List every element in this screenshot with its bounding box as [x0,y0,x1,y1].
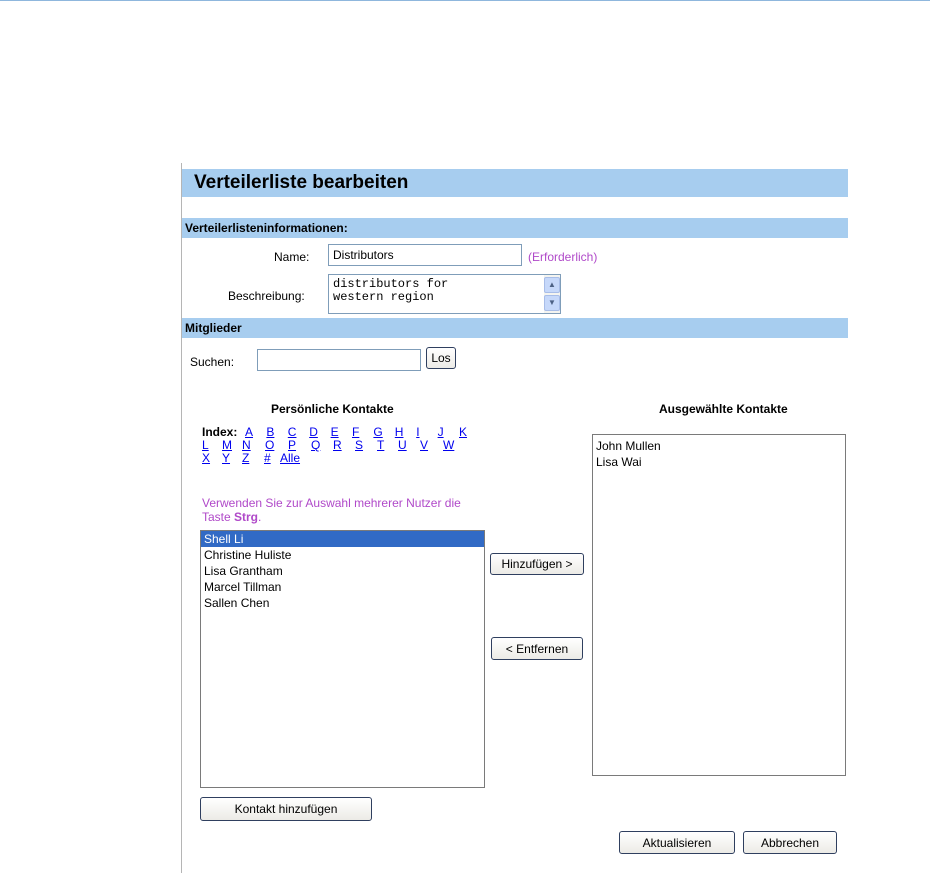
list-item[interactable]: John Mullen [596,439,661,453]
index-letter-t[interactable]: T [377,438,385,452]
index-letter-n[interactable]: N [242,438,251,452]
add-button[interactable]: Hinzufügen > [490,553,584,575]
description-scrollbar[interactable] [544,275,560,313]
update-button[interactable]: Aktualisieren [619,831,735,854]
hint-end: . [258,510,262,524]
index-letter-o[interactable]: O [265,438,275,452]
index-letter-d[interactable]: D [309,425,318,439]
index-letter-c[interactable]: C [287,425,297,439]
search-go-button[interactable]: Los [426,347,456,369]
index-letter-all[interactable]: Alle [280,451,301,465]
index-letter-hash[interactable]: # [264,451,271,465]
top-border [0,0,930,1]
personal-contacts-title: Persönliche Kontakte [271,402,394,416]
index-letter-g[interactable]: G [373,425,383,439]
left-border [181,163,182,873]
index-letter-f[interactable]: F [352,425,360,439]
list-item[interactable]: Sallen Chen [204,596,270,610]
index-letter-s[interactable]: S [355,438,364,452]
selected-contacts-title: Ausgewählte Kontakte [659,402,788,416]
members-section-heading: Mitglieder [182,318,848,338]
name-label: Name: [274,250,310,264]
remove-button[interactable]: < Entfernen [491,637,583,660]
list-item[interactable]: Marcel Tillman [204,580,282,594]
personal-contacts-listbox[interactable] [200,530,485,788]
index-letter-v[interactable]: V [420,438,429,452]
index-letter-q[interactable]: Q [311,438,321,452]
description-field [328,274,561,314]
index-letter-k[interactable]: K [459,425,468,439]
index-letter-h[interactable]: H [394,425,404,439]
list-item[interactable]: Shell Li [201,531,484,547]
hint-key: Strg [234,510,259,524]
index-letter-u[interactable]: U [398,438,407,452]
index-letter-p[interactable]: P [288,438,297,452]
page-title: Verteilerliste bearbeiten [182,169,848,197]
description-label: Beschreibung: [228,289,305,303]
index-letter-w[interactable]: W [443,438,455,452]
index-letter-b[interactable]: B [266,425,275,439]
index-label: Index: [202,425,238,439]
index-letter-m[interactable]: M [222,438,232,452]
search-input[interactable] [257,349,421,371]
scroll-down-icon[interactable]: ▼ [544,295,560,311]
index-letter-l[interactable]: L [202,438,209,452]
required-note: (Erforderlich) [528,250,598,264]
index-letter-y[interactable]: Y [222,451,231,465]
index-letter-a[interactable]: A [245,425,254,439]
list-item[interactable]: Christine Huliste [204,548,292,562]
hint-text: Verwenden Sie zur Auswahl mehrerer Nutzer die Taste [202,496,461,524]
info-section-heading: Verteilerlisteninformationen: [182,218,848,238]
selected-contacts-listbox[interactable] [592,434,846,776]
index-letter-r[interactable]: R [333,438,342,452]
search-label: Suchen: [190,355,235,369]
cancel-button[interactable]: Abbrechen [743,831,837,854]
index-letter-i[interactable]: I [416,425,420,439]
multi-select-hint [202,496,492,524]
name-input[interactable] [328,244,522,266]
list-item[interactable]: Lisa Wai [596,455,642,469]
index-letter-z[interactable]: Z [242,451,250,465]
scroll-up-icon[interactable]: ▲ [544,277,560,293]
index-letter-e[interactable]: E [330,425,339,439]
index-letter-j[interactable]: J [437,425,444,439]
list-item[interactable]: Lisa Grantham [204,564,283,578]
description-textarea[interactable] [329,275,541,313]
index-letter-x[interactable]: X [202,451,211,465]
add-contact-button[interactable]: Kontakt hinzufügen [200,797,372,821]
